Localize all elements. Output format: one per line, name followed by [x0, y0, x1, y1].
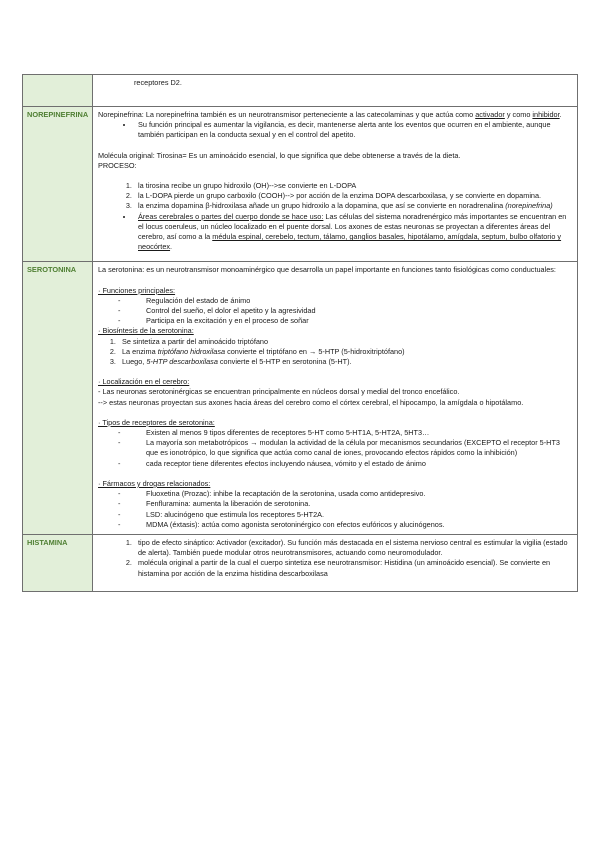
- bio-text: Luego,: [122, 357, 147, 367]
- list-item: - MDMA (éxtasis): actúa como agonista serotoninérgico con efectos eufóricos y alucinógenos.: [118, 520, 573, 530]
- funciones-list: [98, 296, 573, 327]
- intro-end: .: [559, 110, 562, 119]
- bio-text: convierte el triptófano en → 5-HTP (5-hidroxitriptófano): [225, 346, 405, 356]
- localizacion-text: - Las neuronas serotoninérgicas se encuentran principalmente en núcleos dorsal y medial del tronco encefálico.: [98, 387, 460, 397]
- areas-text: Las células del sistema noradrenérgico más importantes se encuentran en el locus coeruleus, un núcleo localizado en el puente dorsal. Los axones de estas neuronas se proyectan a diferentes áreas del cerebro, así como a la: [138, 211, 567, 242]
- molecula-original: Molécula original: Tirosina= Es un aminoácido esencial, lo que significa que debe obtenerse a través de la dieta.: [98, 150, 461, 160]
- list-item: - Fluoxetina (Prozac): inhibe la recaptación de la serotonina, usada como antidepresivo.: [118, 489, 573, 499]
- list-item: - Control del sueño, el dolor el apetito y la agresividad: [118, 306, 573, 316]
- row-label-empty: [23, 75, 93, 107]
- list-item: - Fenfluramina: aumenta la liberación de serotonina.: [118, 499, 573, 509]
- step-text: la enzima dopamina β-hidroxilasa añade un grupo hidroxilo a la dopamina, que así se convierte en noradrenalina: [138, 201, 506, 211]
- areas-end: .: [170, 242, 173, 252]
- funciones-title: · Funciones principales:: [98, 285, 176, 295]
- activador-text: activador: [475, 110, 505, 119]
- list-item: - Existen al menos 9 tipos diferentes de receptores 5-HT como 5-HT1A, 5-HT2A, 5HT3…: [118, 428, 573, 438]
- bio-text: convierte el 5-HTP en serotonina (5-HT).: [217, 357, 352, 367]
- norepinefrina-content: [93, 107, 578, 262]
- enzyme-name: triptófano hidroxilasa: [157, 346, 226, 356]
- histamina-content: [93, 534, 578, 591]
- list-item: 1. Se sintetiza a partir del aminoácido triptófano: [118, 337, 573, 347]
- table-row-histamina: [23, 534, 578, 591]
- tipos-list: [98, 428, 573, 469]
- list-item: [134, 212, 573, 253]
- biosintesis-steps: [98, 337, 573, 368]
- bio-text: La enzima: [122, 346, 158, 356]
- list-item: • Su función principal es aumentar la vigilancia, es decir, mantenerse alerta ante los eventos que ocurren en el ambiente, aunque también participan en la conducta sexual y en el control del apetito.: [134, 120, 573, 140]
- list-item: 1. tipo de efecto sináptico: Activador (excitador). Su función más destacada en el sistema nervioso central es estimular la vigilia (estado de alerta). También puede modular otros neurotransmisores, actuando como neuromodulador.: [134, 538, 573, 558]
- list-item: [118, 357, 573, 367]
- row-label-histamina: HISTAMINA: [23, 534, 93, 591]
- content-table: [22, 74, 578, 592]
- biosintesis-title: · Biosíntesis de la serotonina:: [98, 326, 194, 336]
- list-item: 1. la tirosina recibe un grupo hidroxilo (OH)-->se convierte en L-DOPA: [134, 181, 573, 191]
- farmacos-title: · Fármacos y drogas relacionados:: [98, 478, 211, 488]
- localizacion-text: --> estas neuronas proyectan sus axones hacia áreas del cerebro como el córtex cerebral, el hipocampo, la amígdala o hipotálamo.: [98, 397, 524, 407]
- list-item: 2. molécula original a partir de la cual el cuerpo sintetiza ese neurotransmisor: Histidina (un aminoácido esencial). Se convierte en histamina por acción de la enzima histidina descarboxilasa: [134, 558, 573, 578]
- table-row-norepinefrina: [23, 107, 578, 262]
- norepinefrina-bullets: [98, 120, 573, 140]
- intro-text: Norepinefrina: La norepinefrina también es un neurotransmisor perteneciente a las catecolaminas y que actúa como: [98, 110, 476, 119]
- tipos-title: · Tipos de receptores de serotonina:: [98, 417, 215, 427]
- list-item: [118, 347, 573, 357]
- row-label-norepinefrina: NOREPINEFRINA: [23, 107, 93, 262]
- table-row: [23, 75, 578, 107]
- histamina-list: [98, 538, 573, 579]
- list-item: - Regulación del estado de ánimo: [118, 296, 573, 306]
- areas-label: Áreas cerebrales o partes del cuerpo donde se hace uso:: [138, 211, 324, 221]
- farmacos-list: [98, 489, 573, 530]
- localizacion-title: · Localización en el cerebro:: [98, 377, 190, 387]
- intro-mid: y como: [504, 110, 533, 119]
- proceso-heading: PROCESO:: [98, 160, 137, 170]
- serotonina-intro: La serotonina: es un neurotransmisor monoaminérgico que desarrolla un papel importante en funciones tanto fisiológicas como conductuales:: [98, 265, 556, 275]
- list-item: - cada receptor tiene diferentes efectos incluyendo náusea, vómito y el estado de ánimo: [118, 459, 573, 469]
- enzyme-name: 5-HTP descarboxilasa: [146, 357, 218, 367]
- receptores-d2-text: receptores D2.: [134, 78, 182, 87]
- list-item: - Participa en la excitación y en el proceso de soñar: [118, 316, 573, 326]
- areas-bullets: [98, 212, 573, 253]
- proceso-steps: [98, 181, 573, 212]
- inhibidor-text: inhibidor: [532, 110, 560, 119]
- norepinefrina-intro: [98, 110, 573, 120]
- list-item: 2. la L-DOPA pierde un grupo carboxilo (COOH)--> por acción de la enzima DOPA descarboxilasa, y se convierte en dopamina.: [134, 191, 573, 201]
- list-item: - La mayoría son metabotrópicos → modulan la actividad de la célula por mecanismos secundarios (EXCEPTO el receptor 5-HT3 que es ionotrópico, lo que significa que actúa como canal de iones, provocando efectos rápidos como la inhibición): [118, 438, 573, 458]
- list-item: [134, 201, 573, 211]
- areas-list: médula espinal, cerebelo, tectum, tálamo, ganglios basales, hipotálamo, amígdala, septum, bulbo olfatorio y neocórtex: [138, 232, 562, 252]
- table-row-serotonina: [23, 262, 578, 534]
- list-item: - LSD: alucinógeno que estimula los receptores 5-HT2A.: [118, 510, 573, 520]
- row-label-serotonina: SEROTONINA: [23, 262, 93, 534]
- row-content: [93, 75, 578, 107]
- serotonina-content: [93, 262, 578, 534]
- step-italic: (norepinefrina): [505, 201, 553, 211]
